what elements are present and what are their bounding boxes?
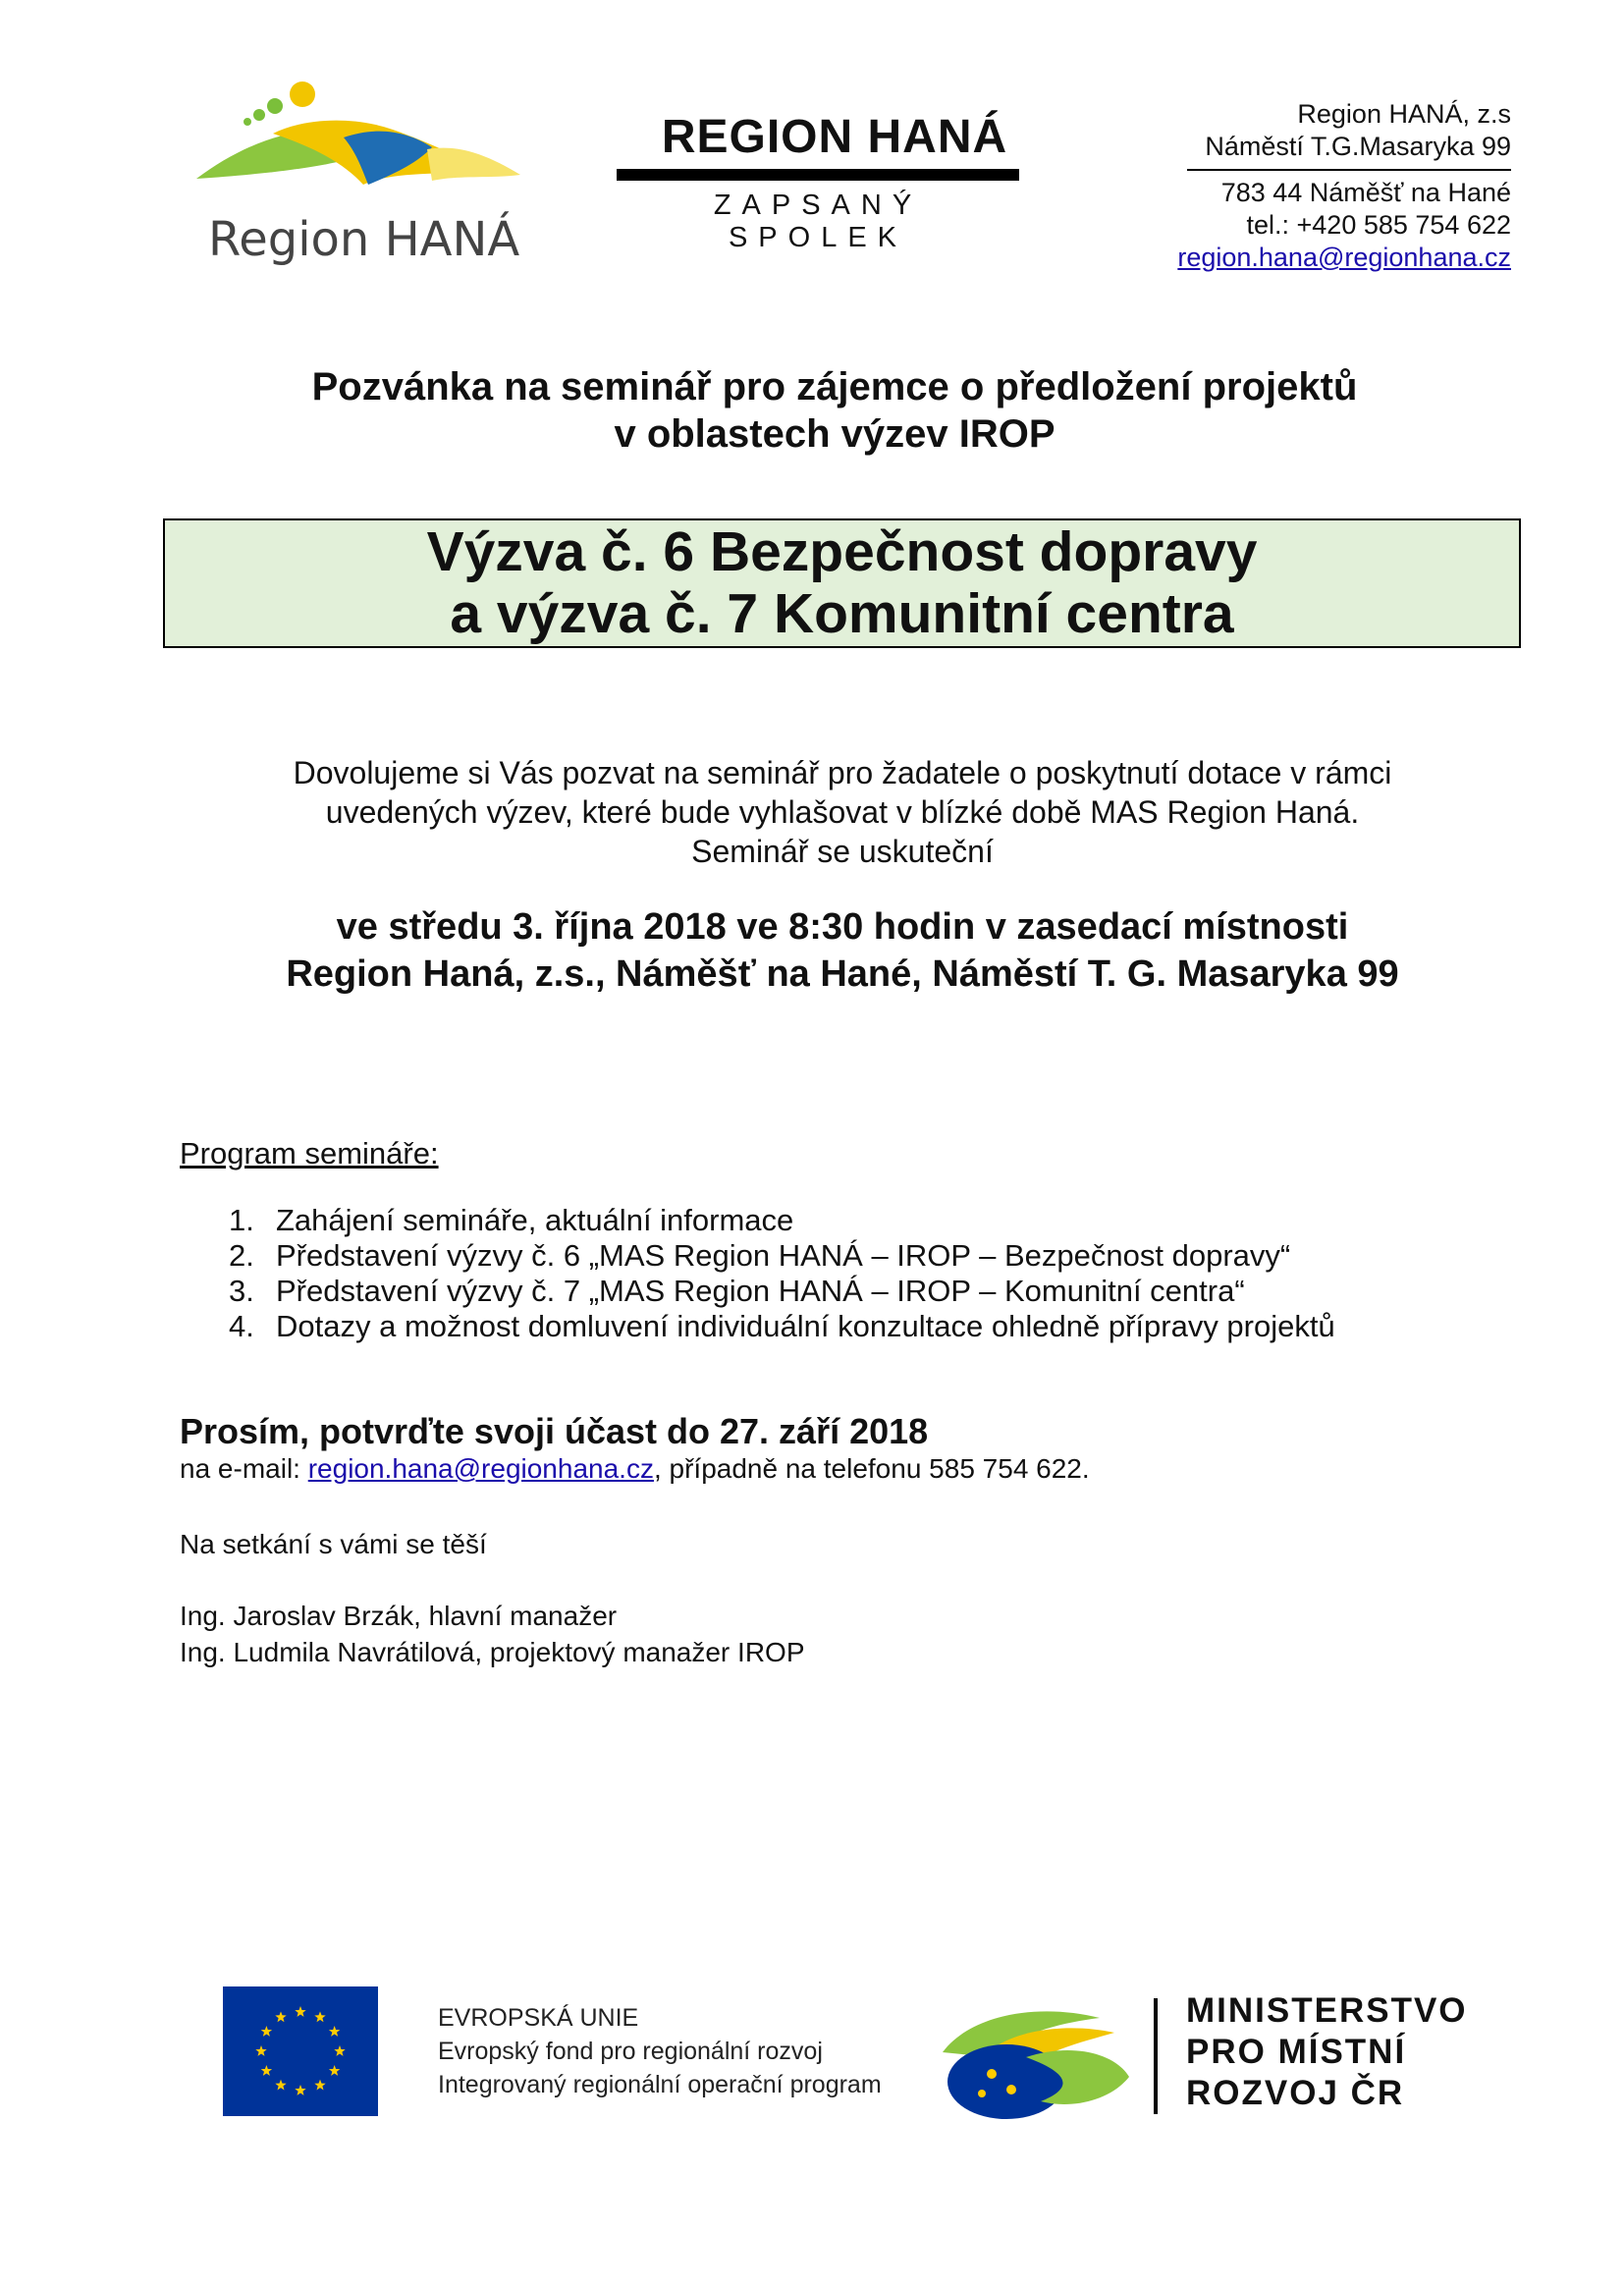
when-line-1: ve středu 3. října 2018 ve 8:30 hodin v zasedací místnosti [336, 906, 1349, 948]
eu-line-2: Evropský fond pro regionální rozvoj [438, 2038, 823, 2065]
eu-star-icon [275, 2011, 286, 2022]
mmr-line-1: MINISTERSTVO [1186, 1991, 1468, 2030]
eu-text [438, 2001, 882, 2101]
contact-line-4: tel.: +420 585 754 622 [1246, 210, 1511, 240]
confirm-contact: na e-mail: region.hana@regionhana.cz, případně na telefonu 585 754 622. [180, 1453, 1090, 1484]
list-item: 1. Zahájení semináře, aktuální informace [229, 1203, 794, 1237]
eu-line-1: EVROPSKÁ UNIE [438, 2004, 639, 2032]
mmr-divider [1154, 1998, 1158, 2114]
mmr-line-2: PRO MÍSTNÍ [1186, 2033, 1407, 2071]
intro-line-1: Dovolujeme si Vás pozvat na seminář pro žadatele o poskytnutí dotace v rámci [293, 755, 1392, 790]
mmr-logo-icon [933, 1984, 1139, 2131]
mmr-line-3: ROZVOJ ČR [1186, 2074, 1405, 2112]
contact-line-1: Region HANÁ, z.s [1297, 99, 1511, 129]
svg-text:Region HANÁ: Region HANÁ [208, 212, 520, 267]
title-line-1: Pozvánka na seminář pro zájemce o předložení projektů [311, 365, 1358, 408]
list-item: 4. Dotazy a možnost domluvení individuální konzultace ohledně přípravy projektů [229, 1309, 1335, 1343]
list-item: 2. Představení výzvy č. 6 „MAS Region HANÁ – IROP – Bezpečnost dopravy“ [229, 1238, 1291, 1273]
call-line-1: Výzva č. 6 Bezpečnost dopravy [426, 520, 1258, 583]
program-list [229, 1203, 1335, 1344]
greeting: Na setkání s vámi se těší [180, 1529, 487, 1559]
eu-star-icon [329, 2065, 340, 2076]
list-item: 3. Představení výzvy č. 7 „MAS Region HANÁ – IROP – Komunitní centra“ [229, 1274, 1245, 1308]
call-line-2: a výzva č. 7 Komunitní centra [450, 582, 1234, 645]
org-subtitle: ZAPSANÝ SPOLEK [713, 190, 923, 253]
confirm-heading: Prosím, potvrďte svoji účast do 27. září 2018 [180, 1411, 929, 1451]
when-line-2: Region Haná, z.s., Náměšť na Hané, Náměstí T. G. Masaryka 99 [286, 953, 1399, 995]
contact-block [1099, 98, 1511, 274]
signature-2: Ing. Ludmila Navrátilová, projektový manažer IROP [180, 1637, 805, 1667]
eu-star-icon [329, 2026, 340, 2037]
org-name: REGION HANÁ [661, 111, 1008, 163]
title-line-2: v oblastech výzev IROP [614, 412, 1056, 456]
intro-paragraph [0, 753, 1624, 871]
signatures [180, 1598, 805, 1670]
call-box [163, 518, 1521, 648]
program-heading: Program semináře: [180, 1136, 439, 1170]
eu-flag [223, 1986, 378, 2116]
contact-divider [1187, 169, 1511, 171]
eu-star-icon [314, 2080, 325, 2091]
eu-star-icon [255, 2045, 266, 2056]
eu-stars-icon [223, 1986, 378, 2116]
org-rule [617, 169, 1019, 181]
eu-star-icon [261, 2026, 272, 2037]
contact-line-2: Náměstí T.G.Masaryka 99 [1205, 132, 1511, 161]
event-when [0, 903, 1624, 998]
intro-line-3: Seminář se uskuteční [691, 834, 994, 869]
intro-line-2: uvedených výzev, které bude vyhlašovat v blízké době MAS Region Haná. [325, 794, 1360, 830]
eu-star-icon [314, 2011, 325, 2022]
eu-star-icon [261, 2065, 272, 2076]
confirm-email-link[interactable]: region.hana@regionhana.cz [307, 1453, 654, 1484]
contact-email-link[interactable]: region.hana@regionhana.cz [1177, 243, 1511, 272]
contact-line-3: 783 44 Náměšť na Hané [1220, 178, 1511, 207]
mmr-text [1186, 1990, 1468, 2114]
signature-1: Ing. Jaroslav Brzák, hlavní manažer [180, 1601, 618, 1631]
mmr-logo [933, 1984, 1139, 2131]
invitation-title [0, 363, 1624, 458]
eu-star-icon [334, 2045, 345, 2056]
eu-line-3: Integrovaný regionální operační program [438, 2071, 882, 2098]
region-hana-logo [196, 69, 540, 275]
eu-star-icon [295, 2085, 305, 2095]
eu-star-icon [275, 2080, 286, 2091]
region-hana-logo-icon [196, 69, 540, 275]
eu-star-icon [295, 2006, 305, 2017]
